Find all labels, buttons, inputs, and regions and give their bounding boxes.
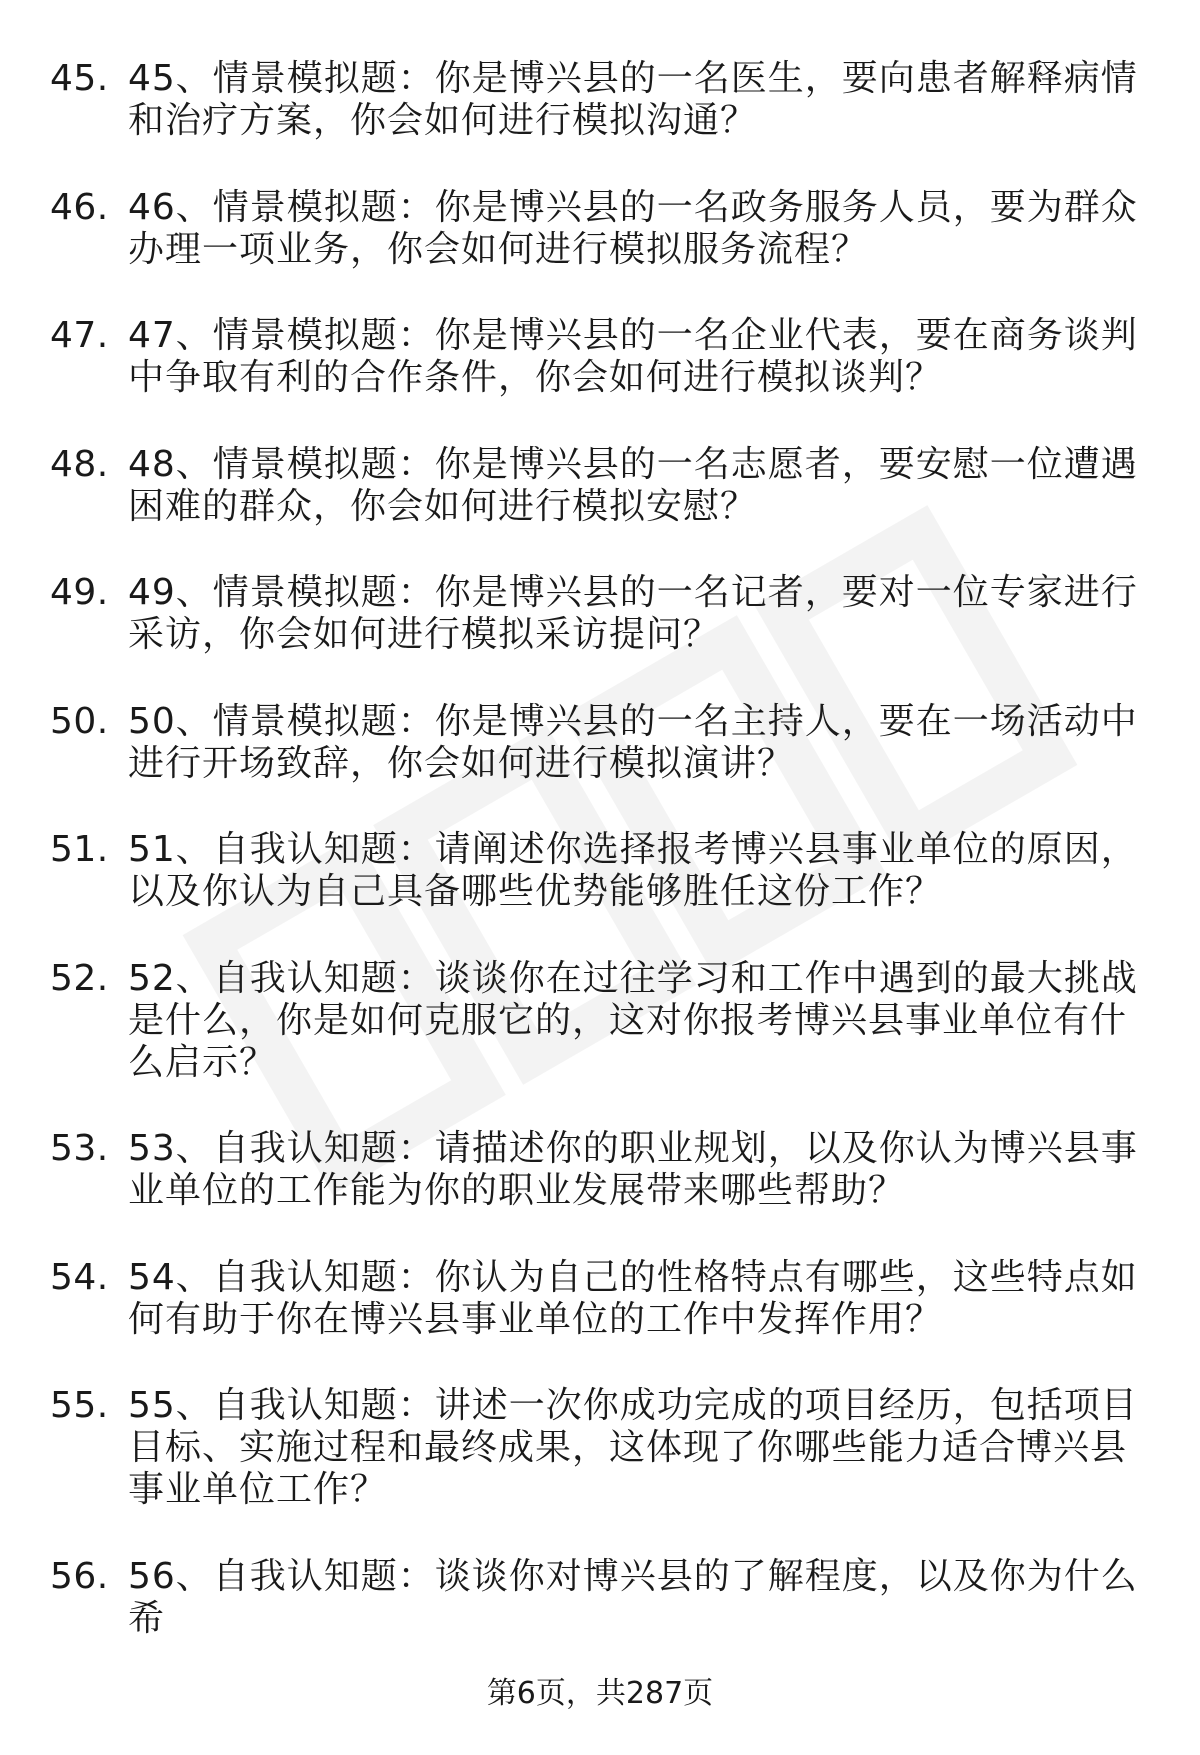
list-item [50, 572, 1150, 656]
item-text: 47、情景模拟题：你是博兴县的一名企业代表，要在商务谈判中争取有利的合作条件，你会如何进行模拟谈判？ [128, 315, 1138, 398]
item-number: 47. [50, 315, 109, 356]
item-text: 55、自我认知题：讲述一次你成功完成的项目经历，包括项目目标、实施过程和最终成果，这体现了你哪些能力适合博兴县事业单位工作？ [128, 1385, 1138, 1510]
list-item [50, 58, 1150, 142]
item-text: 49、情景模拟题：你是博兴县的一名记者，要对一位专家进行采访，你会如何进行模拟采访提问？ [128, 572, 1138, 655]
item-text: 52、自我认知题：谈谈你在过往学习和工作中遇到的最大挑战是什么，你是如何克服它的，这对你报考博兴县事业单位有什么启示？ [128, 957, 1138, 1083]
list-item [50, 701, 1150, 785]
item-number: 53. [50, 1128, 109, 1169]
list-item [50, 1556, 1150, 1640]
question-list [50, 58, 1150, 1684]
list-item [50, 1128, 1150, 1212]
item-number: 55. [50, 1385, 109, 1426]
list-item [50, 1385, 1150, 1511]
item-text: 51、自我认知题：请阐述你选择报考博兴县事业单位的原因，以及你认为自己具备哪些优势能够胜任这份工作？ [128, 829, 1138, 912]
item-number: 56. [50, 1555, 109, 1597]
list-item [50, 829, 1150, 913]
item-text: 48、情景模拟题：你是博兴县的一名志愿者，要安慰一位遭遇困难的群众，你会如何进行模拟安慰？ [128, 443, 1138, 527]
item-text: 45、情景模拟题：你是博兴县的一名医生，要向患者解释病情和治疗方案，你会如何进行模拟沟通？ [128, 58, 1138, 141]
item-number: 46. [50, 186, 109, 228]
list-item [50, 187, 1150, 271]
page-footer: 第6页，共287页 [486, 1676, 714, 1711]
item-number: 48. [50, 443, 109, 485]
item-number: 45. [50, 58, 109, 99]
item-text: 50、情景模拟题：你是博兴县的一名主持人，要在一场活动中进行开场致辞，你会如何进行模拟演讲？ [128, 700, 1138, 784]
item-text: 53、自我认知题：请描述你的职业规划，以及你认为博兴县事业单位的工作能为你的职业发展带来哪些帮助？ [128, 1128, 1138, 1211]
list-item [50, 315, 1150, 399]
item-number: 51. [50, 829, 109, 870]
item-text: 56、自我认知题：谈谈你对博兴县的了解程度，以及你为什么希 [128, 1555, 1138, 1639]
item-number: 50. [50, 700, 109, 742]
list-item [50, 958, 1150, 1084]
list-item [50, 1257, 1150, 1341]
item-text: 54、自我认知题：你认为自己的性格特点有哪些，这些特点如何有助于你在博兴县事业单位的工作中发挥作用？ [128, 1256, 1138, 1340]
item-number: 52. [50, 957, 109, 999]
item-number: 49. [50, 572, 109, 613]
item-number: 54. [50, 1256, 109, 1298]
list-item [50, 444, 1150, 528]
item-text: 46、情景模拟题：你是博兴县的一名政务服务人员，要为群众办理一项业务，你会如何进行模拟服务流程？ [128, 186, 1138, 270]
